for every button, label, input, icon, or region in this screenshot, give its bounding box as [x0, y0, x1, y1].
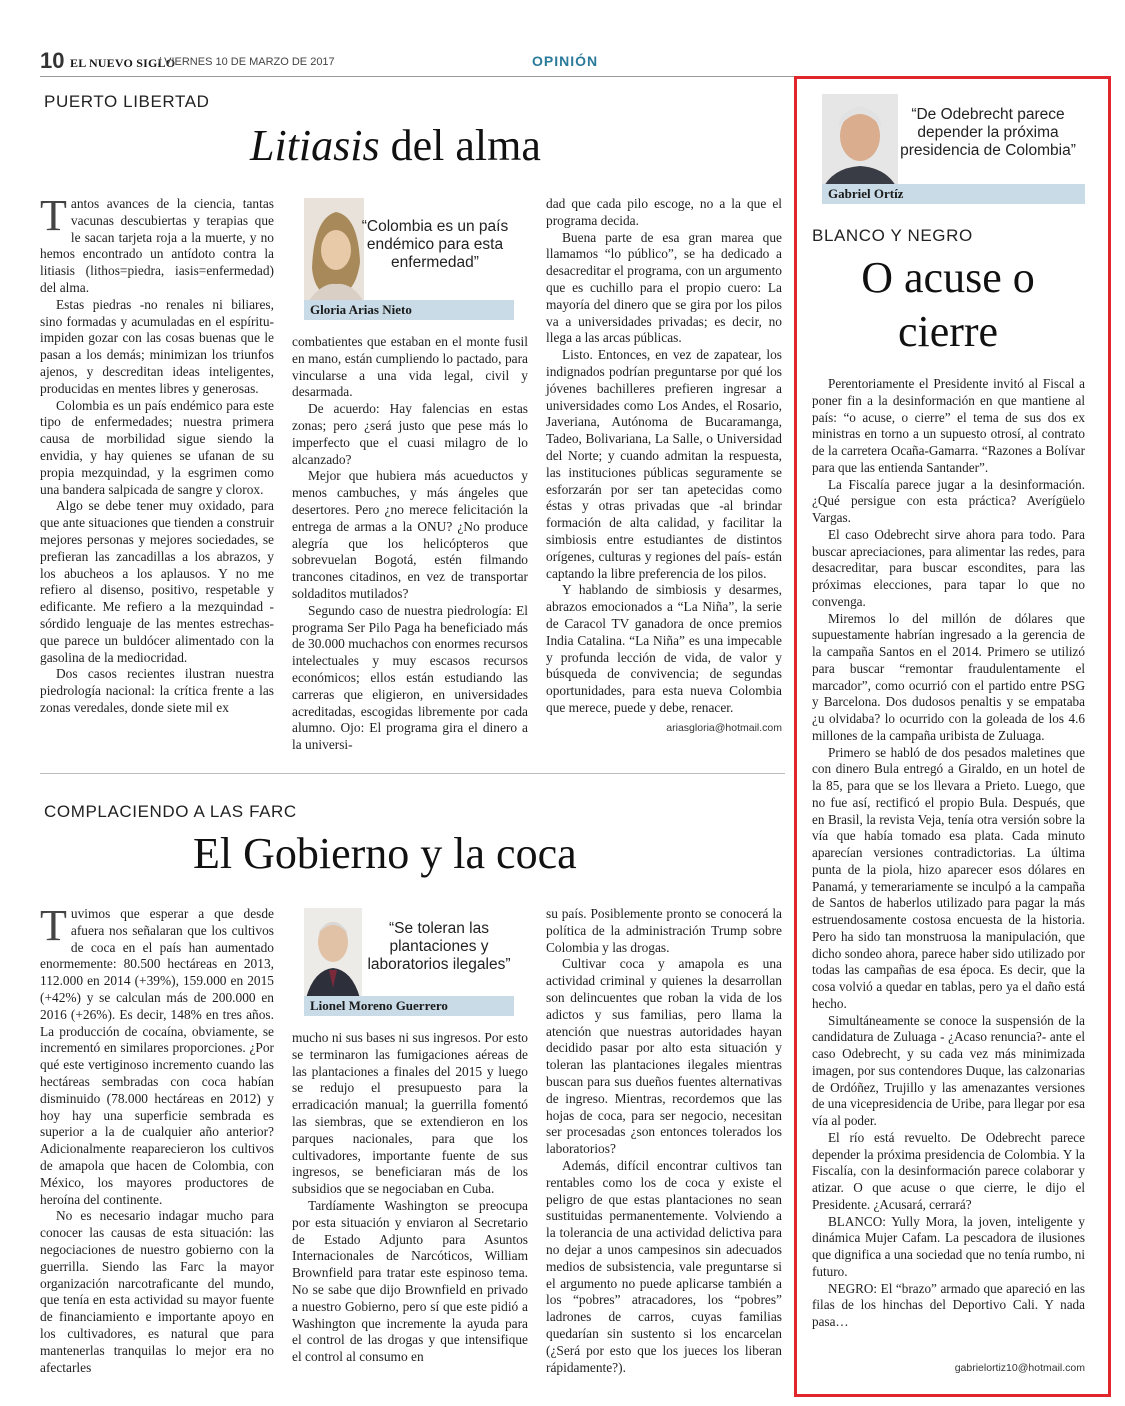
article1-col2-p1: combatientes que estaban en el monte fusil en mano, están cumpliendo lo pactado, para vincularse a una vida legal, civil y desarmada.	[292, 334, 528, 400]
article1-column-1	[40, 191, 274, 717]
article1-col3-p2: Buena parte de esa gran marea que llamamos “lo público”, se ha dedicado a desacreditar el programa, con un argumento que es cuchillo para el propio cuero: La mayoría del dinero que se gira por los pilos va a universidades privadas; es decir, no llega a las arcas públicas.	[546, 229, 782, 346]
article3-pull-quote: “De Odebrecht parece depender la próxima presidencia de Colombia”	[900, 106, 1076, 159]
article3-p9: NEGRO: El “brazo” armado que apareció en las filas de los hinchas del Deportivo Cali. Y nada pasa…	[812, 1280, 1085, 1329]
article2-column-1	[40, 901, 274, 1376]
portrait-icon	[822, 94, 898, 190]
article3-p4: Miremos lo del millón de dólares que supuestamente habrían ingresado a la gerencia de la campaña Santos en el 2014. Primero se utilizó para buscar “remontar fraudulentamente el marcador”, como ocurrió con el partido entre PSG y Barcelona. Dos dudosos penaltis y se empataba ¿u olvidaba? lo ocurrido con la goleada de los 4.6 millones de la campaña uribista de Zuluaga.	[812, 610, 1085, 743]
article2-col3-p1: su país. Posiblemente pronto se conocerá la política de la administración Trump sobre Colombia y las drogas.	[546, 906, 782, 955]
article1-col3-p4: Y hablando de simbiosis y desarmes, abrazos emocionados a “La Niña”, la serie de Caracol TV ganadora de once premios India Catalina. “La Niña” es una impecable y profunda lección de vida, de valor y búsqueda de convivencia; de segundas oportunidades, para esta nueva Colombia que merece, puede y debe, renacer.	[546, 582, 782, 715]
article1-col2-p4: Segundo caso de nuestra piedrología: El programa Ser Pilo Paga ha beneficiado más de 30.000 muchachos con enormes recursos intelectuales y muy escasos recursos económicos; ellos están estudiando las carreras que eligieron, en universidades acreditadas, escogidas libremente por cada alumno. Ojo: El programa gira el dinero a la universi-	[292, 602, 528, 753]
article3-email: gabrielortiz10@hotmail.com	[954, 1362, 1085, 1374]
article2-author: Lionel Moreno Guerrero	[304, 996, 514, 1016]
article3-body	[812, 376, 1085, 1331]
article2-column-3	[546, 906, 782, 1376]
article1-pull-quote: “Colombia es un país endémico para esta enfermedad”	[361, 218, 509, 271]
page-number: 10	[40, 48, 65, 73]
article1-headline	[250, 120, 541, 171]
article2-col3-p2: Cultivar coca y amapola es una actividad criminal y quienes la desarrollan son delincuentes que roban la vida de los adictos y sus familias, pero llama la atención que nuestras autoridades hayan decidido pasar por alto esta situación y toleran las plantaciones ilegales mientras buscan para sus dueños fuentes alternativas de ingreso. Mientras, recordemos que las hojas de coca, para ser negocio, necesitan ser procesadas ¿son entonces tolerados los laboratorios?	[546, 956, 782, 1157]
portrait-icon	[304, 908, 362, 998]
article1-col2-p2: De acuerdo: Hay falencias en estas zonas; pero ¿será justo que pese más lo imperfecto que el cuasi milagro de lo alcanzado?	[292, 401, 528, 467]
article3-p2: La Fiscalía parece jugar a la desinformación. ¿Qué persigue con esta práctica? Averígüelo Vargas.	[812, 476, 1085, 525]
article2-headline: El Gobierno y la coca	[193, 829, 577, 878]
article1-email: ariasgloria@hotmail.com	[666, 722, 782, 734]
article3-p5: Primero se habló de dos pesados maletines que con dinero Bula entregó a Giraldo, en un hotel de la 85, para que se los llevara a Prieto. Luego, que no fue así, rectificó el propio Bula. Después, que en Brasil, la revista Veja, tenía otra versión sobre la vía que había tomado esa plata. Cada minuto aparecían versiones contradictorias. La última punta de la piola, hizo aparecer esos dólares en Panamá, y temerariamente se inculpó a la campaña de Santos de haberlos utilizado para pagar la más estruendosamente costosa encuesta de la historia. Pero ha sido tan monstruosa la manipulación, que dicho sondeo ahora, parece haber sido utilizado por todas las campañas de esa época. Es decir, que la cosa volvió a quedar en tablas, pero ya el daño está hecho.	[812, 744, 1085, 1011]
article3-headline-line1: O acuse o	[861, 253, 1035, 302]
article1-col1-p5: Dos casos recientes ilustran nuestra piedrología nacional: la crítica frente a las zonas veredales, donde siete mil ex	[40, 666, 274, 715]
article3-p7: El río está revuelto. De Odebrecht parece depender la próxima presidencia de Colombia. Y la Fiscalía, con la desinformación parece colaborar y atizar. O que acuse o que cierre, le dijo el Presidente. ¿Acusará, cerrará?	[812, 1129, 1085, 1212]
article1-column-2	[292, 334, 528, 754]
article1-col1-p2: Estas piedras -no renales ni biliares, sino formadas y acumuladas en el espíritu- impiden gozar con las cosas buenas que le pasan a los demás; minimizan los triunfos ajenos, y descreditan ideas inteligentes, producidas en mentes libres y generosas.	[40, 296, 274, 396]
portrait-icon	[304, 198, 364, 302]
article2-col3-p3: Además, difícil encontrar cultivos tan rentables como los de coca y existe el peligro de que estas plantaciones no sean sustituidas permanentemente. Volviendo a la tolerancia de una actividad delictiva para no dejar a unos campesinos sin adecuados medios de subsistencia, vale preguntarse si el argumento no puede aplicarse también a los “pobres” atracadores, los “pobres” ladrones de carros, cuyas familias quedarían sin sustento si los encarcelan (¿Será por esto que los jueces los liberan rápidamente?).	[546, 1157, 782, 1375]
article3-headline-line2: cierre	[897, 307, 999, 356]
article2-col2-p1: mucho ni sus bases ni sus ingresos. Por esto se terminaron las fumigaciones aéreas de las plantaciones a finales del 2015 y luego se redujo el presupuesto para la erradicación manual; la guerrilla fomentó las siembras, que se extendieron en los parques nacionales, para que los cultivadores, importante fuente de sus ingresos, se beneficiaran más de los subsidios que se negociaban en Cuba.	[292, 1030, 528, 1197]
issue-date: / VIERNES 10 DE MARZO DE 2017	[158, 56, 335, 68]
article2-dropcap: T	[40, 901, 67, 950]
author-photo-gloria	[304, 198, 364, 302]
newspaper-name: EL NUEVO SIGLO	[70, 56, 176, 70]
article2-col2-p2: Tardíamente Washington se preocupa por esta situación y enviaron al Secretario de Estado Adjunto para Asuntos Internacionales de Narcóticos, William Brownfield para tratar este espinoso tema. No se sabe que dijo Brownfield en privado a nuestro Gobierno, pero sí que este pidió a Washington que incremente la ayuda para el control de las drogas y que intensifique el control al consumo en	[292, 1197, 528, 1365]
article2-col1-p2: No es necesario indagar mucho para conocer las causas de esta situación: las negociaciones de nuestro gobierno con la guerrilla. Siendo las Farc la mayor organización narcotraficante del mundo, que tenía en esta actividad su mayor fuente de financiamiento e importante apoyo en los cultivadores, es natural que para mantenerlas tranquilas lo mejor era no afectarles	[40, 1208, 274, 1375]
article1-col1-p3: Colombia es un país endémico para este tipo de enfermedades; nuestra primera causa de morbilidad sigue siendo la envidia, y hay quienes se ufanan de su propia mezquindad, y la esgrimen como una bandera salpicada de sangre y clorox.	[40, 397, 274, 497]
article3-author: Gabriel Ortíz	[822, 184, 1085, 204]
article2-col1-p1: uvimos que esperar a que desde afuera nos señalaran que los cultivos de coca en el país han aumentado enormemente: 80.500 hectáreas en 2013, 112.000 en 2014 (+39%), 159.000 en 2015 (+42%) y se calculan más de 200.000 en 2016 (+26%). Es decir, 148% en tres años. La producción de cocaína, obviamente, se incrementó en similares proporciones. ¿Por qué este vertiginoso incremento cuando las hectáreas sembradas con coca habían disminuido (78.000 hectáreas en 2012) y hoy hay una superficie sembrada es superior a la de cualquier año anterior? Adicionalmente reaparecieron los cultivos de amapola que hacen de Colombia, con México, los mayores productores de heroína del continente.	[40, 906, 274, 1207]
article1-col1-p1: antos avances de la ciencia, tantas vacunas descubiertas y terapias que le sacan tarjeta roja a la muerte, y no hemos encontrado un antídoto contra la litiasis (lithos=piedra, iasis=enfermedad) del alma.	[40, 196, 274, 295]
article1-col1-p4: Algo se debe tener muy oxidado, para que ante situaciones que tienden a construir mejores personas y mejores sociedades, se prefieran las zancadillas a los abrazos, y los abucheos a los aplausos. Y no me refiero al disenso, positivo, respetable y edificante. Me refiero a la mezquindad -sórdido lenguaje de las mentes estrechas- que parece un buldócer alimentado con la gasolina de la mediocridad.	[40, 498, 274, 665]
article1-column-3	[546, 196, 782, 717]
article1-col3-p1: dad que cada pilo escoge, no a la que el programa decida.	[546, 196, 782, 228]
article2-pull-quote: “Se toleran las plantaciones y laboratorios ilegales”	[367, 920, 511, 973]
article1-col2-p3: Mejor que hubiera más acueductos y menos cambuches, y más ángeles que desertores. Pero ¿no merece felicitación la entrega de armas a la ONU? ¿No produce alegría que los helicópteros que sobrevuelan Bogotá, estén filmando trancones citadinos, en vez de transportar soldaditos mutilados?	[292, 468, 528, 601]
author-photo-gabriel	[822, 94, 898, 190]
article3-p8: BLANCO: Yully Mora, la joven, inteligente y dinámica Mujer Cafam. La pescadora de ilusiones que dignifica a una sociedad que no tenía rumbo, ni futuro.	[812, 1213, 1085, 1279]
article1-headline-italic: Litiasis	[250, 121, 380, 170]
section-name: OPINIÓN	[532, 53, 599, 69]
article3-p1: Perentoriamente el Presidente invitó al Fiscal a poner fin a la desinformación en que mantiene al país: “o acuse, o cierre” el tema de sus dos ex ministras en torno a un supuesto otrosí, al contrato de la carretera Ocaña-Gamarra. “Razones a Bolívar para que las entienda Santander”.	[812, 376, 1085, 475]
article3-p6: Simultáneamente se conoce la suspensión de la candidatura de Zuluaga - ¿Acaso renuncia?- ante el caso Odebrecht, y su cada vez más minimizada imagen, por sus contendores Duque, las calzonarias de Ordóñez, Trujillo y las amenazantes versiones de una vicepresidencia de Uribe, para llegar por esa vía al poder.	[812, 1012, 1085, 1128]
article2-kicker: COMPLACIENDO A LAS FARC	[44, 802, 297, 821]
article3-kicker: BLANCO Y NEGRO	[812, 226, 973, 245]
article-divider	[40, 773, 785, 774]
author-photo-lionel	[304, 908, 362, 998]
article1-col3-p3: Listo. Entonces, en vez de zapatear, los indignados podrían preguntarse por qué los jóvenes bachilleres prefieren ingresar a universidades como Los Andes, el Rosario, Javeriana, Autónoma de Bucaramanga, Tadeo, Bolivariana, La Salle, o Universidad del Norte; y cuando admitan la respuesta, las instituciones públicas seguramente se esforzarán por ser tan apetecidas como éstas y otras privadas que -al brindar formación de alta calidad, y facilitar la simbiosis entre estudiantes de distintos orígenes, culturas y regiones del país- están captando la libre preferencia de los pilos.	[546, 347, 782, 581]
article1-dropcap: T	[40, 191, 67, 240]
article3-p3: El caso Odebrecht sirve ahora para todo. Para buscar apreciaciones, para alimentar las redes, para desacreditar, para buscar escondites, para las próximas elecciones, para tapar lo que no convenga.	[812, 526, 1085, 609]
article1-headline-rest: del alma	[379, 121, 541, 170]
page-header	[40, 48, 1090, 76]
article1-author: Gloria Arias Nieto	[304, 300, 514, 320]
article1-kicker: PUERTO LIBERTAD	[44, 92, 210, 111]
article2-column-2	[292, 1030, 528, 1366]
